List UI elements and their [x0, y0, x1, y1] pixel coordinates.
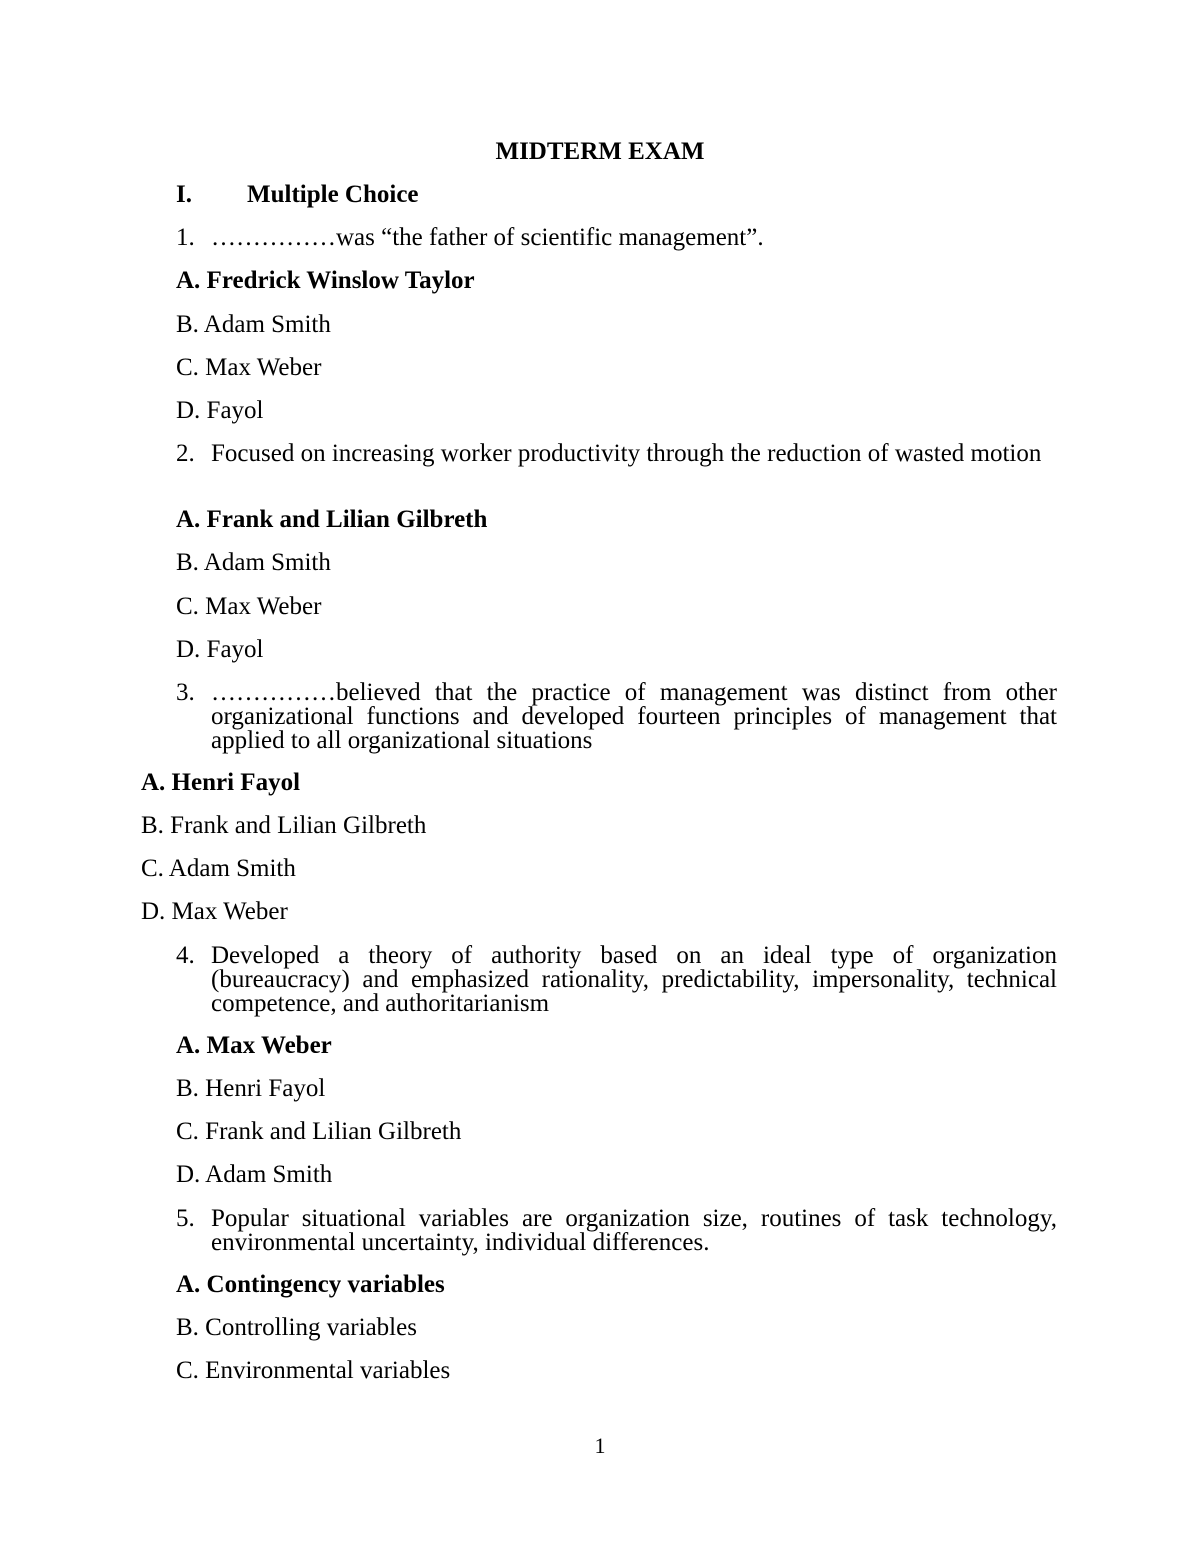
section-number: I. [176, 181, 192, 208]
question-text: ……………believed that the practice of management was distinct from other organizational functions and developed fourteen principles of management that applied to all organizational situations [211, 679, 1057, 754]
answer-option-correct: A. Fredrick Winslow Taylor [176, 267, 475, 294]
page-number: 1 [594, 1433, 606, 1458]
page-title: MIDTERM EXAM [495, 138, 705, 165]
question-number: 4. [176, 942, 195, 969]
section-title: Multiple Choice [247, 181, 419, 208]
question-text: Popular situational variables are organization size, routines of task technology, environmental uncertainty, individual differences. [211, 1205, 1057, 1256]
answer-option: C. Max Weber [176, 593, 322, 620]
answer-option: D. Max Weber [141, 898, 288, 925]
answer-option: B. Controlling variables [176, 1314, 417, 1341]
answer-option: B. Frank and Lilian Gilbreth [141, 812, 427, 839]
answer-option-correct: A. Contingency variables [176, 1271, 445, 1298]
answer-option-correct: A. Henri Fayol [141, 769, 301, 796]
answer-option-correct: A. Frank and Lilian Gilbreth [176, 506, 488, 533]
answer-option: C. Frank and Lilian Gilbreth [176, 1118, 462, 1145]
question-number: 3. [176, 679, 195, 706]
question-text: Developed a theory of authority based on an ideal type of organization (bureaucracy) and emphasized rationality, predictability, impersonality, technical competence, and authoritarianism [211, 942, 1057, 1017]
question-number: 1. [176, 224, 195, 251]
answer-option: D. Fayol [176, 397, 264, 424]
question-number: 2. [176, 440, 195, 467]
answer-option: D. Adam Smith [176, 1161, 333, 1188]
answer-option: C. Environmental variables [176, 1357, 451, 1384]
question-text: ……………was “the father of scientific management”. [211, 224, 764, 251]
question-number: 5. [176, 1205, 195, 1232]
answer-option: B. Henri Fayol [176, 1075, 326, 1102]
answer-option-correct: A. Max Weber [176, 1032, 332, 1059]
answer-option: B. Adam Smith [176, 549, 331, 576]
question-text: Focused on increasing worker productivity through the reduction of wasted motion [211, 440, 1042, 467]
answer-option: C. Adam Smith [141, 855, 296, 882]
answer-option: B. Adam Smith [176, 311, 331, 338]
answer-option: D. Fayol [176, 636, 264, 663]
answer-option: C. Max Weber [176, 354, 322, 381]
